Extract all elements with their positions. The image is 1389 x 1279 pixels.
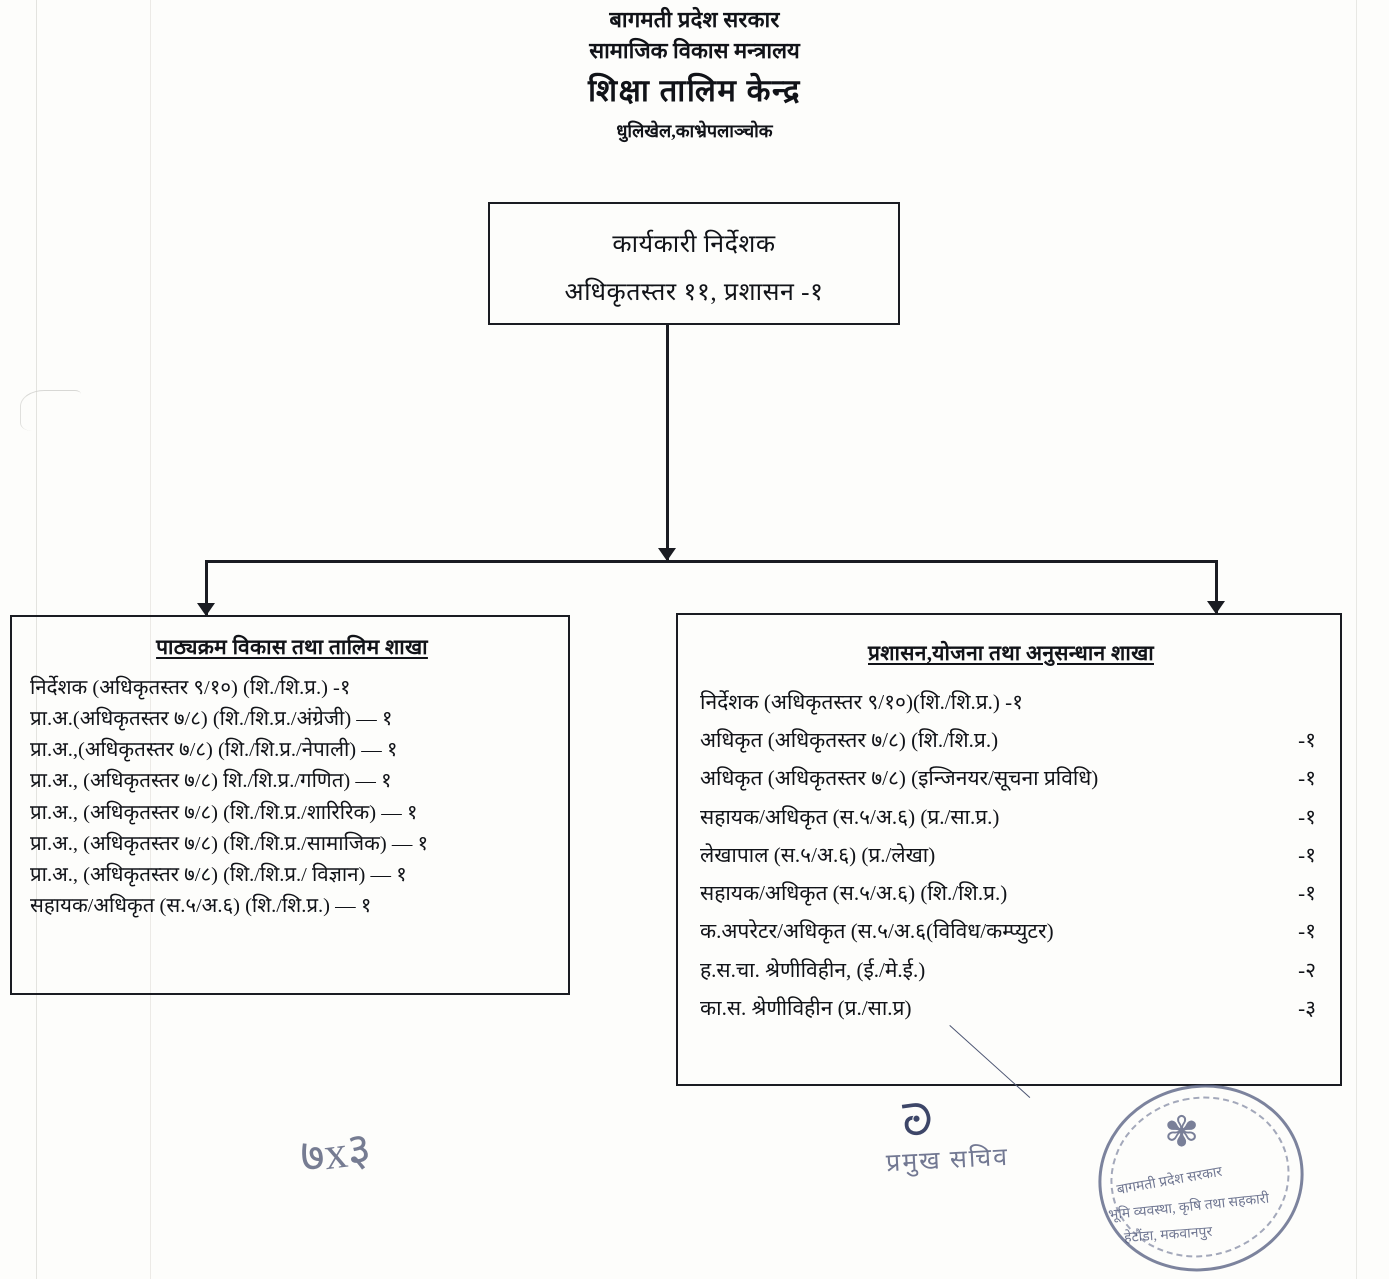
branch-title-administration: प्रशासन,योजना तथा अनुसन्धान शाखा	[868, 641, 1154, 665]
scan-smudge	[20, 390, 81, 431]
list-item-label: ह.स.चा. श्रेणीविहीन, (ई./मे.ई.)	[700, 957, 926, 982]
list-item-label: सहायक/अधिकृत (स.५/अ.६) (शि./शि.प्र.)	[700, 881, 1008, 906]
list-item	[700, 798, 1322, 836]
executive-director-detail: अधिकृतस्तर ११, प्रशासन -१	[564, 279, 824, 306]
list-item-count: -१	[1298, 728, 1316, 753]
list-item-count: -१	[1298, 881, 1316, 906]
list-item: प्रा.अ., (अधिकृतस्तर ७/८) (शि./शि.प्र./सामाजिक) — १	[30, 832, 429, 855]
branch-title-curriculum: पाठ्यक्रम विकास तथा तालिम शाखा	[156, 635, 428, 659]
node-curriculum-training-branch	[10, 615, 570, 995]
seal-text-line-3: हेटौंडा, मकवानपुर	[1123, 1224, 1213, 1247]
list-item-count	[1296, 683, 1316, 721]
list-item	[700, 683, 1322, 721]
connector-vertical-stem	[666, 325, 669, 562]
list-item: प्रा.अ., (अधिकृतस्तर ७/८) (शि./शि.प्र./शारिरिक) — १	[30, 801, 418, 824]
signature-label: प्रमुख सचिव	[885, 1143, 1010, 1178]
list-item-count: -१	[1298, 766, 1316, 791]
list-item	[700, 836, 1322, 874]
list-item: सहायक/अधिकृत (स.५/अ.६) (शि./शि.प्र.) — १	[30, 895, 372, 918]
official-seal	[1098, 1085, 1318, 1275]
list-item: प्रा.अ., (अधिकृतस्तर ७/८) शि./शि.प्र./गणित) — १	[30, 770, 392, 793]
seal-emblem-icon: ✾	[1164, 1110, 1200, 1156]
node-administration-planning-branch	[676, 613, 1342, 1086]
list-item	[700, 912, 1322, 950]
list-item-label: अधिकृत (अधिकृतस्तर ७/८) (इन्जिनयर/सूचना प्रविधि)	[700, 766, 1099, 791]
scan-edge-right	[1356, 0, 1357, 1279]
list-item: प्रा.अ.(अधिकृतस्तर ७/८) (शि./शि.प्र./अंग्रेजी) — १	[30, 708, 393, 731]
list-item	[700, 721, 1322, 759]
list-item	[700, 874, 1322, 912]
list-item-count: -२	[1298, 957, 1316, 982]
signature-mark: ᘒ	[898, 1094, 937, 1147]
ministry-name: सामाजिक विकास मन्त्रालय	[589, 38, 800, 64]
connector-horizontal-bar	[205, 560, 1218, 563]
list-item: प्रा.अ.,(अधिकृतस्तर ७/८) (शि./शि.प्र./नेपाली) — १	[30, 739, 398, 762]
list-item: निर्देशक (अधिकृतस्तर ९/१०) (शि./शि.प्र.) -१	[30, 677, 351, 699]
staff-list-curriculum	[30, 673, 554, 922]
list-item-count: -३	[1298, 995, 1316, 1020]
list-item-label: सहायक/अधिकृत (स.५/अ.६) (प्र./सा.प्र.)	[700, 804, 1000, 829]
executive-director-title: कार्यकारी निर्देशक	[612, 231, 776, 258]
center-name: शिक्षा तालिम केन्द्र	[588, 73, 801, 109]
pencil-annotation: ७x३	[297, 1122, 374, 1183]
seal-text-line-1: बागमती प्रदेश सरकार	[1115, 1164, 1224, 1199]
seal-text-line-2: भूमि व्यवस्था, कृषि तथा सहकारी	[1107, 1191, 1270, 1224]
center-location: धुलिखेल,काभ्रेपलाञ्चोक	[616, 120, 773, 141]
document-header	[0, 4, 1389, 143]
list-item	[700, 951, 1322, 989]
list-item-count: -१	[1298, 919, 1316, 944]
signature-stroke	[950, 1025, 1040, 1110]
list-item-label: अधिकृत (अधिकृतस्तर ७/८) (शि./शि.प्र.)	[700, 728, 999, 753]
list-item-label: क.अपरेटर/अधिकृत (स.५/अ.६(विविध/कम्प्युटर)	[700, 919, 1054, 944]
node-executive-director	[488, 202, 900, 325]
list-item-label: का.स. श्रेणीविहीन (प्र./सा.प्र)	[700, 995, 912, 1020]
list-item	[700, 759, 1322, 797]
list-item-count: -१	[1298, 804, 1316, 829]
staff-list-administration	[700, 683, 1322, 1027]
list-item-label: लेखापाल (स.५/अ.६) (प्र./लेखा)	[700, 842, 936, 867]
government-name: बागमती प्रदेश सरकार	[609, 7, 780, 32]
list-item-count: -१	[1298, 842, 1316, 867]
list-item	[700, 989, 1322, 1027]
list-item: प्रा.अ., (अधिकृतस्तर ७/८) (शि./शि.प्र./ विज्ञान) — १	[30, 863, 407, 886]
list-item-label: निर्देशक (अधिकृतस्तर ९/१०)(शि./शि.प्र.) -१	[700, 690, 1024, 714]
